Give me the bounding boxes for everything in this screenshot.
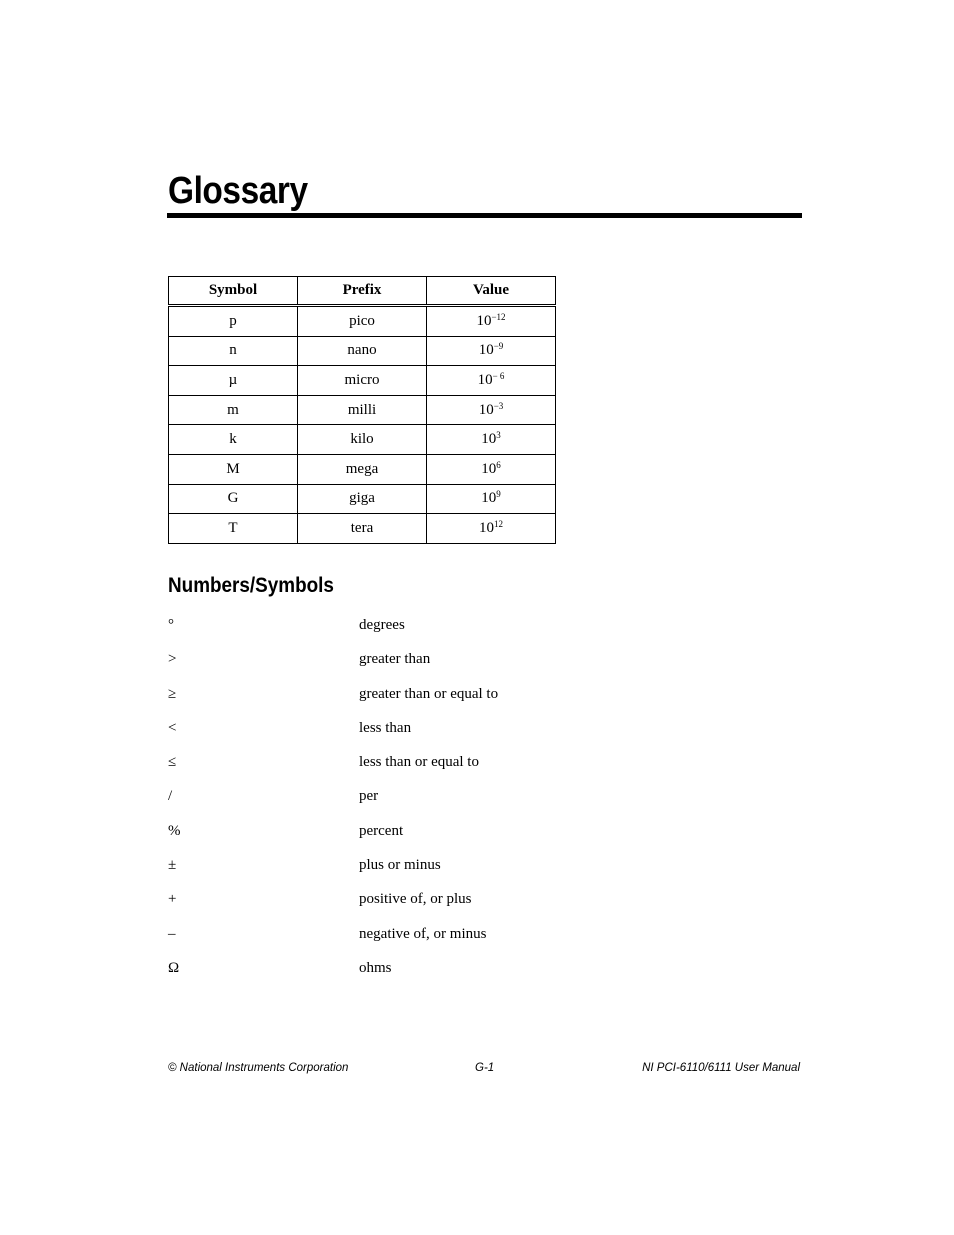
header-symbol: Symbol bbox=[169, 277, 298, 306]
cell-prefix: mega bbox=[298, 454, 427, 484]
table-row bbox=[169, 366, 556, 396]
page-footer bbox=[168, 1062, 800, 1078]
glossary-definition: less than or equal to bbox=[359, 754, 479, 771]
cell-value bbox=[427, 484, 556, 514]
glossary-symbol: % bbox=[168, 822, 181, 839]
cell-symbol: T bbox=[169, 514, 298, 544]
list-item bbox=[168, 920, 668, 954]
cell-value bbox=[427, 514, 556, 544]
page-title: Glossary bbox=[168, 170, 308, 212]
value-base: 10 bbox=[477, 371, 493, 388]
glossary-definition: plus or minus bbox=[359, 857, 441, 874]
value-base: 10 bbox=[481, 460, 497, 477]
list-item bbox=[168, 714, 668, 748]
glossary-symbol: Ω bbox=[168, 959, 180, 976]
table-header-row bbox=[169, 277, 556, 306]
glossary-symbol: / bbox=[168, 788, 173, 805]
cell-prefix: nano bbox=[298, 336, 427, 366]
cell-prefix: tera bbox=[298, 514, 427, 544]
table-row bbox=[169, 306, 556, 337]
value-exponent: 12 bbox=[494, 518, 503, 529]
glossary-symbol: < bbox=[168, 719, 177, 736]
glossary-symbol: – bbox=[168, 925, 176, 942]
glossary-definition: negative of, or minus bbox=[359, 925, 487, 942]
section-heading: Numbers/Symbols bbox=[168, 574, 334, 597]
glossary-definition: per bbox=[359, 788, 379, 805]
table-row bbox=[169, 395, 556, 425]
footer-copyright: © National Instruments Corporation bbox=[168, 1062, 349, 1074]
value-base: 10 bbox=[476, 312, 492, 329]
glossary-definition: less than bbox=[359, 719, 412, 736]
list-item bbox=[168, 885, 668, 919]
value-exponent: −12 bbox=[491, 311, 506, 322]
glossary-definition: positive of, or plus bbox=[359, 891, 472, 908]
cell-symbol: k bbox=[169, 425, 298, 455]
cell-symbol: M bbox=[169, 454, 298, 484]
cell-value bbox=[427, 454, 556, 484]
list-item bbox=[168, 954, 668, 988]
value-base: 10 bbox=[481, 490, 497, 507]
list-item bbox=[168, 611, 668, 645]
glossary-definition: degrees bbox=[359, 617, 405, 633]
cell-value bbox=[427, 366, 556, 396]
value-exponent: 9 bbox=[496, 489, 501, 500]
glossary-definition: greater than bbox=[359, 651, 431, 668]
value-exponent: − 6 bbox=[492, 370, 505, 381]
table-row bbox=[169, 484, 556, 514]
cell-prefix: micro bbox=[298, 366, 427, 396]
glossary-symbol: > bbox=[168, 651, 177, 668]
value-exponent: 6 bbox=[496, 459, 501, 470]
title-rule bbox=[167, 213, 802, 218]
cell-value bbox=[427, 306, 556, 337]
glossary-symbol: ≥ bbox=[168, 685, 177, 702]
value-exponent: −9 bbox=[493, 341, 504, 352]
value-exponent: 3 bbox=[496, 430, 501, 441]
cell-prefix: pico bbox=[298, 306, 427, 337]
list-item bbox=[168, 782, 668, 816]
glossary-definition: ohms bbox=[359, 959, 392, 976]
header-value: Value bbox=[427, 277, 556, 306]
cell-symbol: µ bbox=[169, 366, 298, 396]
list-item bbox=[168, 817, 668, 851]
cell-value bbox=[427, 395, 556, 425]
cell-value bbox=[427, 336, 556, 366]
cell-value bbox=[427, 425, 556, 455]
glossary-symbol: ± bbox=[168, 857, 177, 874]
cell-prefix: milli bbox=[298, 395, 427, 425]
table-row bbox=[169, 425, 556, 455]
cell-prefix: giga bbox=[298, 484, 427, 514]
value-base: 10 bbox=[478, 401, 494, 418]
list-item bbox=[168, 645, 668, 679]
value-base: 10 bbox=[479, 519, 494, 536]
cell-symbol: G bbox=[169, 484, 298, 514]
list-item bbox=[168, 680, 668, 714]
value-base: 10 bbox=[481, 431, 497, 448]
glossary-definition: greater than or equal to bbox=[359, 685, 499, 702]
table-row bbox=[169, 336, 556, 366]
glossary-symbol: ° bbox=[168, 617, 174, 633]
symbols-list bbox=[168, 611, 668, 988]
list-item bbox=[168, 851, 668, 885]
cell-symbol: p bbox=[169, 306, 298, 337]
glossary-definition: percent bbox=[359, 822, 404, 839]
header-prefix: Prefix bbox=[298, 277, 427, 306]
footer-page-number: G-1 bbox=[475, 1062, 495, 1074]
cell-symbol: m bbox=[169, 395, 298, 425]
glossary-symbol: + bbox=[168, 891, 177, 908]
cell-prefix: kilo bbox=[298, 425, 427, 455]
glossary-symbol: ≤ bbox=[168, 754, 177, 771]
table-row bbox=[169, 514, 556, 544]
prefix-table bbox=[168, 276, 556, 544]
value-base: 10 bbox=[478, 342, 494, 359]
table-row bbox=[169, 454, 556, 484]
value-exponent: −3 bbox=[493, 400, 504, 411]
list-item bbox=[168, 748, 668, 782]
footer-manual-title: NI PCI-6110/6111 User Manual bbox=[642, 1062, 800, 1074]
cell-symbol: n bbox=[169, 336, 298, 366]
